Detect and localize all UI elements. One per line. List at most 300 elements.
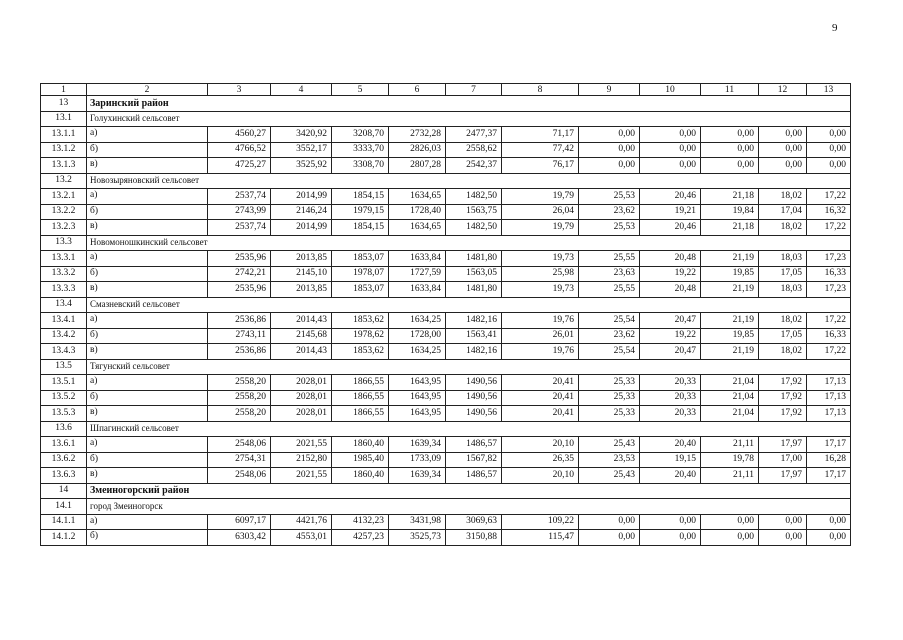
table-cell: 0,00: [807, 514, 851, 530]
table-cell: 3431,98: [389, 514, 446, 530]
table-cell: 2826,03: [389, 142, 446, 158]
row-label: а): [87, 437, 208, 453]
row-code: 14: [41, 483, 87, 499]
table-cell: 21,04: [701, 406, 759, 422]
table-cell: 1853,07: [332, 282, 389, 298]
table-cell: 17,92: [759, 406, 807, 422]
table-cell: 3525,73: [389, 530, 446, 546]
table-row: [41, 390, 851, 406]
row-code: 13.6.2: [41, 452, 87, 468]
table-cell: 17,13: [807, 390, 851, 406]
table-cell: 1853,62: [332, 344, 389, 360]
table-cell: 0,00: [701, 142, 759, 158]
row-code: 13.2.3: [41, 220, 87, 236]
table-cell: 20,46: [640, 189, 701, 205]
table-cell: 21,19: [701, 313, 759, 329]
row-code: 13.4: [41, 297, 87, 313]
table-cell: 17,17: [807, 468, 851, 484]
table-cell: 21,19: [701, 251, 759, 267]
table-cell: 1643,95: [389, 375, 446, 391]
row-label: в): [87, 468, 208, 484]
table-row: [41, 220, 851, 236]
table-cell: 2021,55: [271, 468, 332, 484]
table-cell: 0,00: [759, 127, 807, 143]
table-row: [41, 251, 851, 267]
table-cell: 1985,40: [332, 452, 389, 468]
table-cell: 25,33: [579, 390, 640, 406]
table-cell: 17,17: [807, 437, 851, 453]
table-cell: 20,40: [640, 437, 701, 453]
council-row: [41, 297, 851, 313]
table-cell: 1634,25: [389, 313, 446, 329]
table-cell: 2028,01: [271, 390, 332, 406]
table-cell: 4560,27: [208, 127, 271, 143]
table-cell: 20,41: [502, 375, 579, 391]
row-label: а): [87, 251, 208, 267]
table-cell: 1854,15: [332, 189, 389, 205]
table-cell: 20,33: [640, 406, 701, 422]
table-cell: 1634,65: [389, 189, 446, 205]
column-number: 7: [446, 84, 502, 96]
table-cell: 17,13: [807, 406, 851, 422]
row-code: 14.1.1: [41, 514, 87, 530]
table-cell: 1728,00: [389, 328, 446, 344]
table-row: [41, 328, 851, 344]
table-cell: 71,17: [502, 127, 579, 143]
table-cell: 18,03: [759, 251, 807, 267]
table-cell: 1634,25: [389, 344, 446, 360]
table-row: [41, 282, 851, 298]
row-code: 13.2: [41, 173, 87, 189]
table-row: [41, 266, 851, 282]
table-cell: 25,43: [579, 468, 640, 484]
table-cell: 2536,86: [208, 313, 271, 329]
row-label: б): [87, 328, 208, 344]
row-code: 13.3.1: [41, 251, 87, 267]
table-cell: 20,41: [502, 390, 579, 406]
table-cell: 0,00: [701, 127, 759, 143]
table-cell: 1853,62: [332, 313, 389, 329]
table-cell: 76,17: [502, 158, 579, 174]
column-number: 3: [208, 84, 271, 96]
council-title: Новомоношкинский сельсовет: [87, 235, 851, 251]
row-code: 13.4.3: [41, 344, 87, 360]
table-cell: 21,18: [701, 189, 759, 205]
table-cell: 17,13: [807, 375, 851, 391]
table-cell: 19,73: [502, 282, 579, 298]
table-cell: 2014,43: [271, 344, 332, 360]
column-number: 4: [271, 84, 332, 96]
council-row: [41, 421, 851, 437]
council-row: [41, 173, 851, 189]
table-cell: 0,00: [807, 142, 851, 158]
table-cell: 17,23: [807, 282, 851, 298]
row-code: 13.5.2: [41, 390, 87, 406]
table-cell: 21,04: [701, 390, 759, 406]
table-cell: 1633,84: [389, 282, 446, 298]
region-title: Змеиногорский район: [87, 483, 851, 499]
column-number: 10: [640, 84, 701, 96]
table-row: [41, 189, 851, 205]
table-row: [41, 127, 851, 143]
table-cell: 16,33: [807, 328, 851, 344]
row-label: б): [87, 142, 208, 158]
table-cell: 1866,55: [332, 390, 389, 406]
table-cell: 1482,50: [446, 220, 502, 236]
table-cell: 16,32: [807, 204, 851, 220]
region-row: [41, 96, 851, 112]
table-row: [41, 344, 851, 360]
table-cell: 1866,55: [332, 406, 389, 422]
table-cell: 1643,95: [389, 406, 446, 422]
table-cell: 17,92: [759, 390, 807, 406]
table-row: [41, 468, 851, 484]
table-cell: 25,98: [502, 266, 579, 282]
table-cell: 0,00: [701, 158, 759, 174]
table-cell: 1853,07: [332, 251, 389, 267]
region-title: Заринский район: [87, 96, 851, 112]
table-row: [41, 375, 851, 391]
table-cell: 4725,27: [208, 158, 271, 174]
table-cell: 1567,82: [446, 452, 502, 468]
row-label: в): [87, 282, 208, 298]
table-cell: 2014,99: [271, 189, 332, 205]
table-cell: 0,00: [701, 514, 759, 530]
council-title: Шпагинский сельсовет: [87, 421, 851, 437]
table-cell: 1727,59: [389, 266, 446, 282]
table-cell: 2535,96: [208, 282, 271, 298]
table-cell: 2145,68: [271, 328, 332, 344]
table-cell: 19,78: [701, 452, 759, 468]
table-cell: 2743,11: [208, 328, 271, 344]
table-cell: 20,41: [502, 406, 579, 422]
column-number: 9: [579, 84, 640, 96]
row-code: 13.6.1: [41, 437, 87, 453]
table-cell: 2014,99: [271, 220, 332, 236]
table-cell: 2558,20: [208, 406, 271, 422]
table-cell: 2014,43: [271, 313, 332, 329]
table-cell: 0,00: [640, 514, 701, 530]
table-cell: 21,04: [701, 375, 759, 391]
table-cell: 16,33: [807, 266, 851, 282]
table-cell: 1860,40: [332, 468, 389, 484]
table-row: [41, 158, 851, 174]
table-cell: 1854,15: [332, 220, 389, 236]
row-code: 13.2.1: [41, 189, 87, 205]
table-cell: 23,62: [579, 204, 640, 220]
table-cell: 3150,88: [446, 530, 502, 546]
table-row: [41, 204, 851, 220]
table-cell: 25,53: [579, 189, 640, 205]
table-cell: 1643,95: [389, 390, 446, 406]
table-cell: 1860,40: [332, 437, 389, 453]
table-cell: 1633,84: [389, 251, 446, 267]
table-cell: 19,85: [701, 266, 759, 282]
table-cell: 23,62: [579, 328, 640, 344]
table-cell: 0,00: [807, 158, 851, 174]
row-code: 13.6: [41, 421, 87, 437]
row-code: 13.4.1: [41, 313, 87, 329]
council-title: Тягунский сельсовет: [87, 359, 851, 375]
table-cell: 19,22: [640, 266, 701, 282]
table-cell: 3069,63: [446, 514, 502, 530]
table-cell: 1482,16: [446, 344, 502, 360]
table-cell: 1979,15: [332, 204, 389, 220]
table-cell: 21,11: [701, 437, 759, 453]
table-cell: 3333,70: [332, 142, 389, 158]
region-row: [41, 483, 851, 499]
table-cell: 26,35: [502, 452, 579, 468]
council-title: Смазневский сельсовет: [87, 297, 851, 313]
table-cell: 20,40: [640, 468, 701, 484]
row-code: 13.3.2: [41, 266, 87, 282]
table-cell: 20,48: [640, 282, 701, 298]
table-cell: 18,02: [759, 189, 807, 205]
table-cell: 25,55: [579, 282, 640, 298]
table-cell: 1490,56: [446, 406, 502, 422]
table-cell: 1639,34: [389, 437, 446, 453]
table-cell: 18,02: [759, 344, 807, 360]
table-cell: 17,05: [759, 266, 807, 282]
column-number: 13: [807, 84, 851, 96]
table-row: [41, 452, 851, 468]
row-code: 13.1.1: [41, 127, 87, 143]
table-cell: 1634,65: [389, 220, 446, 236]
table-cell: 19,73: [502, 251, 579, 267]
table-cell: 26,01: [502, 328, 579, 344]
table-cell: 25,54: [579, 344, 640, 360]
table-cell: 2028,01: [271, 375, 332, 391]
table-row: [41, 313, 851, 329]
table-cell: 19,76: [502, 313, 579, 329]
table-cell: 17,92: [759, 375, 807, 391]
table-cell: 1563,75: [446, 204, 502, 220]
table-cell: 1978,07: [332, 266, 389, 282]
table-cell: 0,00: [579, 530, 640, 546]
table-cell: 1486,57: [446, 437, 502, 453]
table-cell: 115,47: [502, 530, 579, 546]
row-code: 14.1: [41, 499, 87, 515]
row-label: в): [87, 344, 208, 360]
table-row: [41, 142, 851, 158]
table-cell: 0,00: [579, 514, 640, 530]
table-cell: 109,22: [502, 514, 579, 530]
table-cell: 17,22: [807, 220, 851, 236]
table-cell: 19,21: [640, 204, 701, 220]
table-cell: 20,46: [640, 220, 701, 236]
table-cell: 1728,40: [389, 204, 446, 220]
table-cell: 20,10: [502, 468, 579, 484]
table-cell: 3308,70: [332, 158, 389, 174]
table-cell: 1866,55: [332, 375, 389, 391]
table-cell: 25,53: [579, 220, 640, 236]
row-code: 13.1: [41, 111, 87, 127]
column-number: 11: [701, 84, 759, 96]
table-cell: 2021,55: [271, 437, 332, 453]
row-label: б): [87, 530, 208, 546]
table-cell: 17,97: [759, 437, 807, 453]
table-cell: 0,00: [640, 127, 701, 143]
council-row: [41, 111, 851, 127]
table-cell: 4257,23: [332, 530, 389, 546]
table-cell: 0,00: [759, 158, 807, 174]
row-code: 13.2.2: [41, 204, 87, 220]
row-code: 13.3: [41, 235, 87, 251]
table-cell: 0,00: [640, 158, 701, 174]
table-cell: 2732,28: [389, 127, 446, 143]
table-cell: 18,02: [759, 313, 807, 329]
table-cell: 19,79: [502, 220, 579, 236]
table-cell: 2542,37: [446, 158, 502, 174]
council-title: Новозыряновский сельсовет: [87, 173, 851, 189]
row-label: в): [87, 406, 208, 422]
table-cell: 18,03: [759, 282, 807, 298]
council-title: Голухинский сельсовет: [87, 111, 851, 127]
table-cell: 17,05: [759, 328, 807, 344]
table-cell: 17,97: [759, 468, 807, 484]
column-number: 6: [389, 84, 446, 96]
table-cell: 4766,52: [208, 142, 271, 158]
table-cell: 0,00: [640, 530, 701, 546]
table-cell: 2013,85: [271, 251, 332, 267]
table-cell: 17,23: [807, 251, 851, 267]
table-cell: 20,33: [640, 390, 701, 406]
row-code: 13: [41, 96, 87, 112]
table-cell: 0,00: [807, 530, 851, 546]
table-cell: 1978,62: [332, 328, 389, 344]
table-cell: 6097,17: [208, 514, 271, 530]
table-cell: 2807,28: [389, 158, 446, 174]
table-cell: 2535,96: [208, 251, 271, 267]
table-cell: 19,85: [701, 328, 759, 344]
table-cell: 4132,23: [332, 514, 389, 530]
table-cell: 3208,70: [332, 127, 389, 143]
row-code: 13.3.3: [41, 282, 87, 298]
table-cell: 19,22: [640, 328, 701, 344]
table-row: [41, 437, 851, 453]
table-cell: 1486,57: [446, 468, 502, 484]
table-cell: 1490,56: [446, 390, 502, 406]
row-label: а): [87, 375, 208, 391]
table-cell: 0,00: [701, 530, 759, 546]
council-title: город Змеиногорск: [87, 499, 851, 515]
table-cell: 2013,85: [271, 282, 332, 298]
row-code: 13.5: [41, 359, 87, 375]
table-cell: 1733,09: [389, 452, 446, 468]
table-cell: 25,54: [579, 313, 640, 329]
row-label: б): [87, 452, 208, 468]
table-cell: 1490,56: [446, 375, 502, 391]
table-cell: 20,47: [640, 313, 701, 329]
table-cell: 16,28: [807, 452, 851, 468]
table-cell: 0,00: [579, 142, 640, 158]
row-label: а): [87, 514, 208, 530]
table-cell: 4421,76: [271, 514, 332, 530]
row-code: 13.6.3: [41, 468, 87, 484]
table-cell: 2145,10: [271, 266, 332, 282]
table-cell: 20,48: [640, 251, 701, 267]
table-cell: 25,55: [579, 251, 640, 267]
table-row: [41, 530, 851, 546]
row-label: в): [87, 220, 208, 236]
row-label: б): [87, 204, 208, 220]
column-number: 2: [87, 84, 208, 96]
row-label: а): [87, 189, 208, 205]
table-cell: 17,22: [807, 344, 851, 360]
table-cell: 1563,41: [446, 328, 502, 344]
column-number: 5: [332, 84, 389, 96]
table-cell: 19,15: [640, 452, 701, 468]
council-row: [41, 359, 851, 375]
table-cell: 2536,86: [208, 344, 271, 360]
table-cell: 17,00: [759, 452, 807, 468]
table-cell: 2548,06: [208, 468, 271, 484]
table-cell: 19,84: [701, 204, 759, 220]
table-cell: 2537,74: [208, 189, 271, 205]
table-body: [41, 84, 851, 546]
council-row: [41, 235, 851, 251]
table-cell: 3420,92: [271, 127, 332, 143]
table-cell: 1563,05: [446, 266, 502, 282]
table-cell: 21,11: [701, 468, 759, 484]
table-cell: 17,04: [759, 204, 807, 220]
row-code: 13.5.3: [41, 406, 87, 422]
table-cell: 2743,99: [208, 204, 271, 220]
council-row: [41, 499, 851, 515]
table-cell: 3525,92: [271, 158, 332, 174]
table-cell: 23,63: [579, 266, 640, 282]
row-label: в): [87, 158, 208, 174]
table-cell: 2537,74: [208, 220, 271, 236]
column-number: 1: [41, 84, 87, 96]
row-code: 13.1.3: [41, 158, 87, 174]
table-cell: 17,22: [807, 189, 851, 205]
table-cell: 25,33: [579, 406, 640, 422]
row-label: а): [87, 127, 208, 143]
table-cell: 17,22: [807, 313, 851, 329]
table-cell: 1482,16: [446, 313, 502, 329]
row-label: б): [87, 266, 208, 282]
table-cell: 0,00: [579, 127, 640, 143]
column-number-row: [41, 84, 851, 96]
table-cell: 20,33: [640, 375, 701, 391]
table-cell: 3552,17: [271, 142, 332, 158]
table-cell: 0,00: [759, 514, 807, 530]
table-cell: 26,04: [502, 204, 579, 220]
row-label: б): [87, 390, 208, 406]
tariff-table: [40, 83, 851, 546]
row-code: 13.5.1: [41, 375, 87, 391]
table-cell: 18,02: [759, 220, 807, 236]
table-cell: 25,33: [579, 375, 640, 391]
table-cell: 6303,42: [208, 530, 271, 546]
table-cell: 0,00: [759, 142, 807, 158]
table-cell: 21,19: [701, 344, 759, 360]
table-cell: 25,43: [579, 437, 640, 453]
table-cell: 2152,80: [271, 452, 332, 468]
table-cell: 2754,31: [208, 452, 271, 468]
column-number: 12: [759, 84, 807, 96]
row-code: 13.1.2: [41, 142, 87, 158]
page-number: 9: [832, 22, 838, 34]
table-row: [41, 514, 851, 530]
table-cell: 2146,24: [271, 204, 332, 220]
table-cell: 21,18: [701, 220, 759, 236]
table-cell: 2558,20: [208, 375, 271, 391]
table-cell: 2742,21: [208, 266, 271, 282]
table-cell: 1481,80: [446, 251, 502, 267]
row-code: 14.1.2: [41, 530, 87, 546]
